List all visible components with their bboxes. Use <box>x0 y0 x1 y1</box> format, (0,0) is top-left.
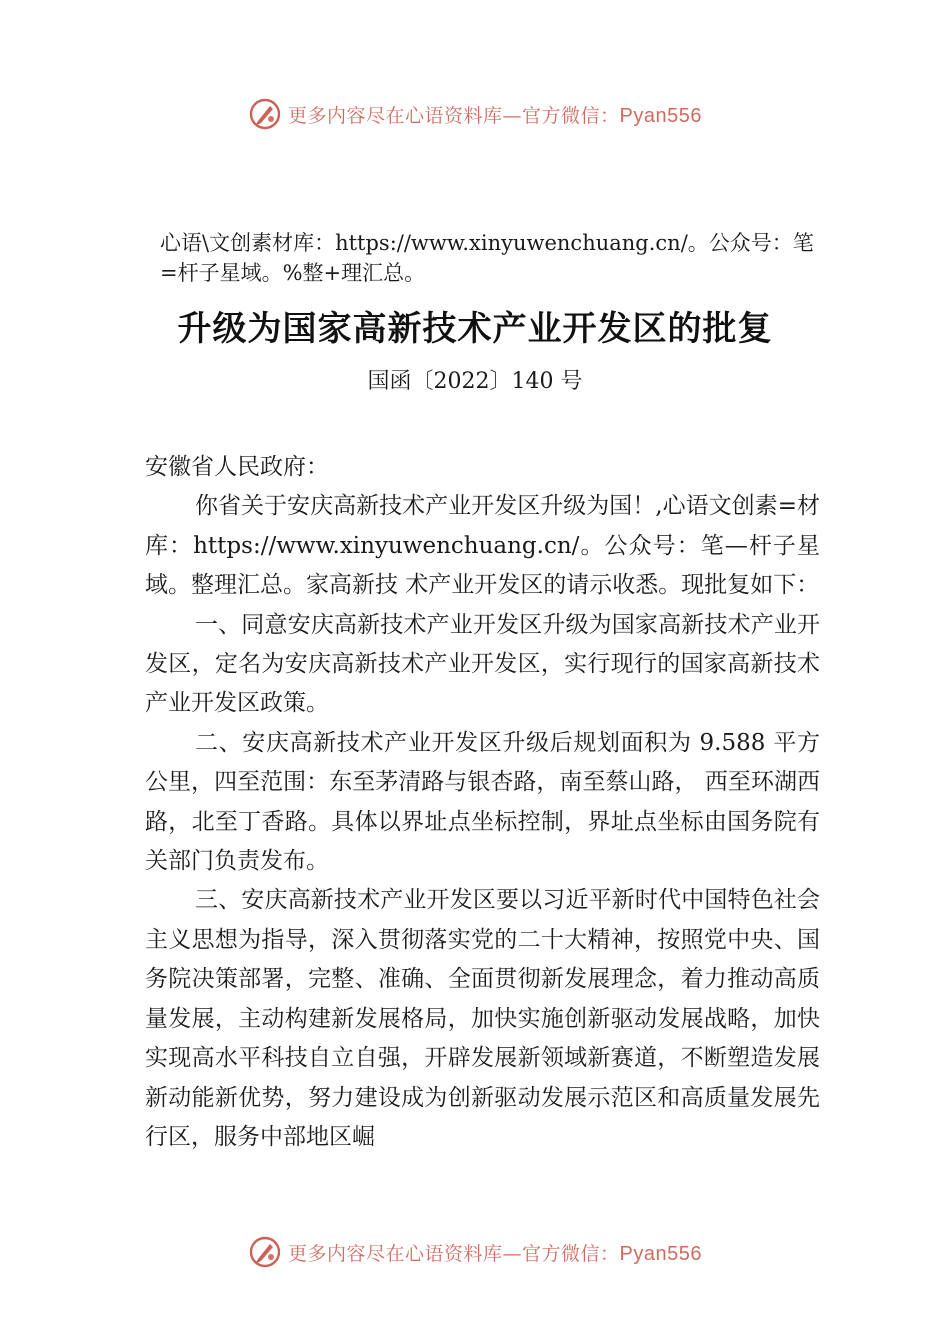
document-number: 国函〔2022〕140 号 <box>367 369 583 394</box>
paragraph-two: 二、安庆高新技术产业开发区升级后规划面积为 9.588 平方公里，四至范围：东至茅清路与银杏路，南至蔡山路， 西至环湖西路，北至丁香路。具体以界址点坐标控制，界址点坐标由国务院有关部门负责发布。 <box>145 729 820 875</box>
footer-watermark <box>0 1232 950 1272</box>
salutation: 安徽省人民政府： <box>145 454 329 480</box>
header-watermark <box>0 94 950 134</box>
paragraph-three: 三、安庆高新技术产业开发区要以习近平新时代中国特色社会主义思想为指导，深入贯彻落实党的二十大精神，按照党中央、国务院决策部署，完整、准确、全面贯彻新发展理念，着力推动高质量发展，主动构建新发展格局，加快实施创新驱动发展战略，加快实现高水平科技自立自强，开辟发展新领域新赛道，不断塑造发展新动能新优势，努力建设成为创新驱动发展示范区和高质量发展先行区，服务中部地区崛 <box>145 887 820 1150</box>
paragraph-one: 一、同意安庆高新技术产业开发区升级为国家高新技术产业开发区，定名为安庆高新技术产业开发区，实行现行的国家高新技术产业开发区政策。 <box>145 611 820 717</box>
watermark-text: 更多内容尽在心语资料库—官方微信：Pyan556 <box>288 104 702 127</box>
paragraph-intro: 你省关于安庆高新技术产业开发区升级为国！,心语文创素=材库：https://www.xinyuwenchuang.cn/。公众号：笔—杆子星域。整理汇总。家高新技 术产业开发区的请示收悉。现批复如下： <box>145 493 820 599</box>
document-body <box>145 448 820 1157</box>
pen-logo-icon <box>248 97 282 131</box>
pen-logo-icon <box>248 1235 282 1269</box>
watermark-text: 更多内容尽在心语资料库—官方微信：Pyan556 <box>288 1242 702 1265</box>
source-notice: 心语\文创素材库：https://www.xinyuwenchuang.cn/。公众号：笔=杆子星域。%整+理汇总。 <box>160 231 814 285</box>
document-title: 升级为国家高新技术产业开发区的批复 <box>177 309 773 349</box>
